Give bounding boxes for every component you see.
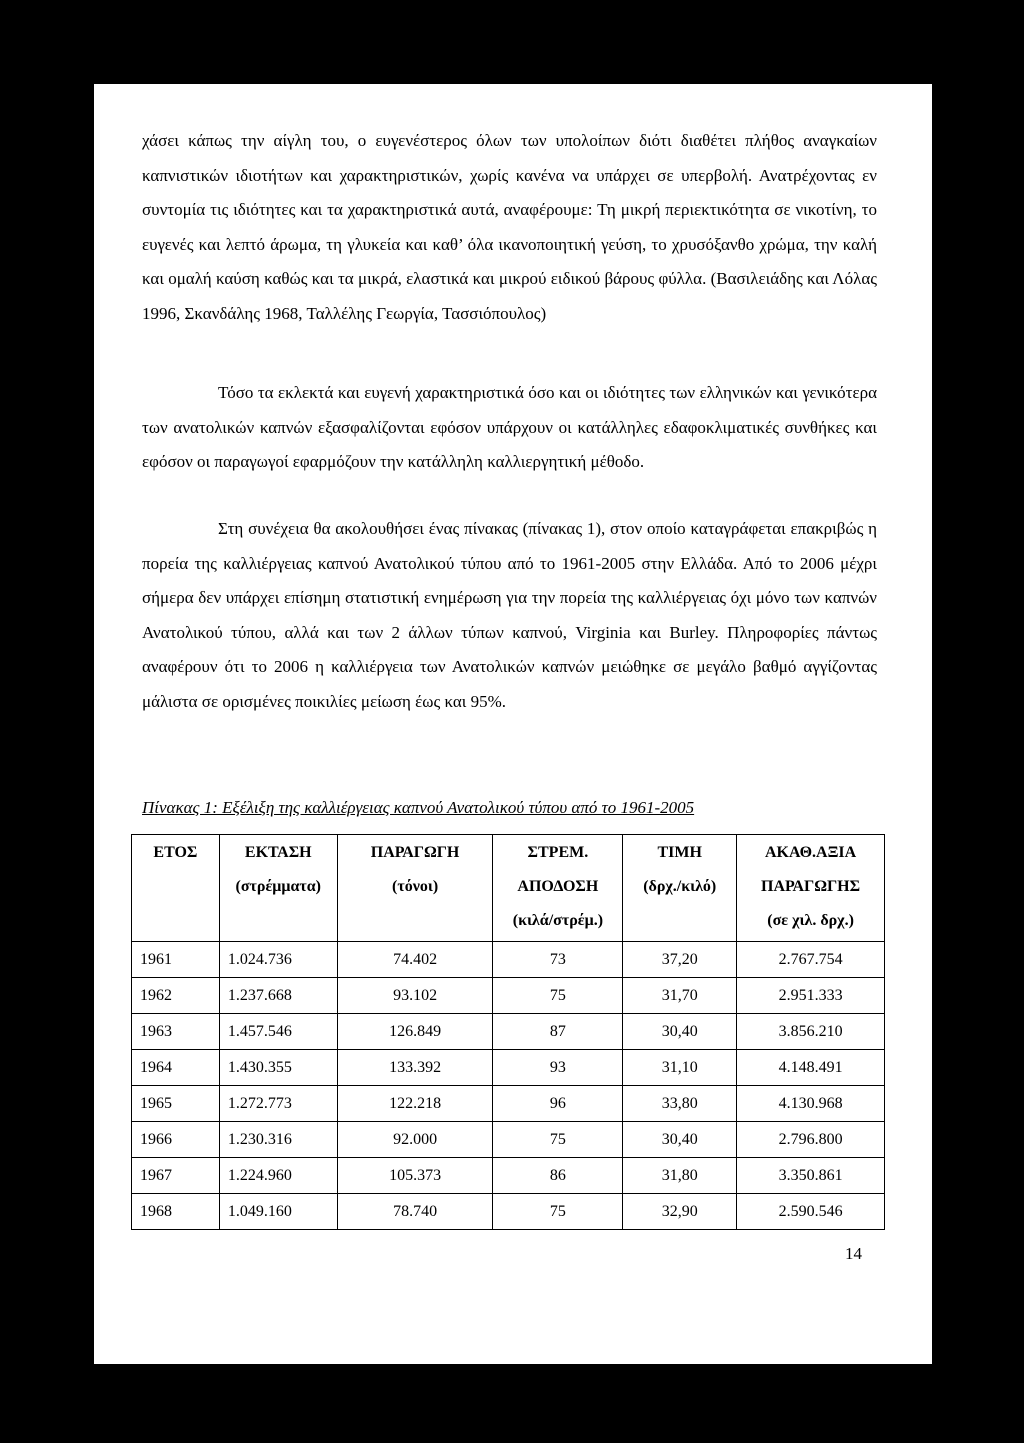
cell-area: 1.457.546 <box>219 1014 337 1050</box>
table-row <box>132 1194 885 1230</box>
table-body <box>132 942 885 1230</box>
header-production-line: (τόνοι) <box>392 878 439 895</box>
cell-yield: 75 <box>493 1194 623 1230</box>
cell-year: 1968 <box>132 1194 220 1230</box>
cell-yield: 93 <box>493 1050 623 1086</box>
table-row <box>132 1086 885 1122</box>
cell-production: 105.373 <box>337 1158 493 1194</box>
table-row <box>132 942 885 978</box>
cell-production: 122.218 <box>337 1086 493 1122</box>
cell-year: 1963 <box>132 1014 220 1050</box>
cell-gross-value: 2.767.754 <box>737 942 885 978</box>
page-number: 14 <box>845 1244 862 1263</box>
cell-production: 92.000 <box>337 1122 493 1158</box>
header-gross-value-line: ΠΑΡΑΓΩΓΗΣ <box>761 878 861 895</box>
table-caption: Πίνακας 1: Εξέλιξη της καλλιέργειας καπνού Ανατολικού τύπου από το 1961-2005 <box>142 798 695 817</box>
header-year-line: ΕΤΟΣ <box>153 844 198 861</box>
cell-production: 74.402 <box>337 942 493 978</box>
cell-production: 133.392 <box>337 1050 493 1086</box>
header-price-line: ΤΙΜΗ <box>657 844 702 861</box>
cell-year: 1965 <box>132 1086 220 1122</box>
table-header-row <box>132 835 885 942</box>
header-area-line: ΕΚΤΑΣΗ <box>244 844 312 861</box>
cell-area: 1.230.316 <box>219 1122 337 1158</box>
table-row <box>132 1014 885 1050</box>
cell-gross-value: 4.148.491 <box>737 1050 885 1086</box>
cell-area: 1.049.160 <box>219 1194 337 1230</box>
cell-area: 1.024.736 <box>219 942 337 978</box>
cell-gross-value: 3.350.861 <box>737 1158 885 1194</box>
header-yield <box>493 835 623 942</box>
header-yield-line: (κιλά/στρέμ.) <box>512 912 604 929</box>
header-year <box>132 835 220 942</box>
cell-yield: 86 <box>493 1158 623 1194</box>
cell-year: 1966 <box>132 1122 220 1158</box>
cell-yield: 96 <box>493 1086 623 1122</box>
cell-area: 1.272.773 <box>219 1086 337 1122</box>
header-production <box>337 835 493 942</box>
cell-production: 93.102 <box>337 978 493 1014</box>
table-row <box>132 1050 885 1086</box>
cell-year: 1967 <box>132 1158 220 1194</box>
table-row <box>132 1122 885 1158</box>
table-row <box>132 978 885 1014</box>
cell-yield: 75 <box>493 1122 623 1158</box>
cell-price: 30,40 <box>623 1014 737 1050</box>
cell-price: 31,70 <box>623 978 737 1014</box>
cell-price: 33,80 <box>623 1086 737 1122</box>
header-yield-line: ΣΤΡΕΜ. <box>527 844 589 861</box>
header-gross-value-line: (σε χιλ. δρχ.) <box>767 912 854 929</box>
cell-price: 31,80 <box>623 1158 737 1194</box>
cell-price: 31,10 <box>623 1050 737 1086</box>
cell-production: 78.740 <box>337 1194 493 1230</box>
header-price <box>623 835 737 942</box>
cell-area: 1.430.355 <box>219 1050 337 1086</box>
cell-year: 1961 <box>132 942 220 978</box>
cell-price: 32,90 <box>623 1194 737 1230</box>
cell-gross-value: 2.951.333 <box>737 978 885 1014</box>
cell-year: 1962 <box>132 978 220 1014</box>
header-gross-value-line: ΑΚΑΘ.ΑΞΙΑ <box>764 844 857 861</box>
cell-production: 126.849 <box>337 1014 493 1050</box>
cell-area: 1.224.960 <box>219 1158 337 1194</box>
cell-price: 30,40 <box>623 1122 737 1158</box>
document-page <box>94 84 932 1364</box>
paragraph-1: χάσει κάπως την αίγλη του, ο ευγενέστερος όλων των υπολοίπων διότι διαθέτει πλήθος αναγκαίων καπνιστικών ιδιοτήτων και χαρακτηριστικών, χωρίς κανένα να υπάρχει σε υπερβολή. Ανατρέχοντας εν συντομία τις ιδιότητες και τα χαρακτηριστικά αυτά, αναφέρουμε: Τη μικρή περιεκτικότητα σε νικοτίνη, το ευγενές και λεπτό άρωμα, τη γλυκεία και καθ’ όλα ικανοποιητική γεύση, το χρυσόξανθο χρώμα, την καλή και ομαλή καύση καθώς και τα μικρά, ελαστικά και μικρού ειδικού βάρους φύλλα. (Βασιλειάδης και Λόλας 1996, Σκανδάλης 1968, Ταλλέλης Γεωργία, Τασσιόπουλος) <box>142 131 877 323</box>
header-yield-line: ΑΠΟΔΟΣΗ <box>517 878 599 895</box>
cell-gross-value: 3.856.210 <box>737 1014 885 1050</box>
paragraph-3: Στη συνέχεια θα ακολουθήσει ένας πίνακας (πίνακας 1), στον οποίο καταγράφεται επακριβώς η πορεία της καλλιέργειας καπνού Ανατολικού τύπου από το 1961-2005 στην Ελλάδα. Από το 2006 μέχρι σήμερα δεν υπάρχει επίσημη στατιστική ενημέρωση για την πορεία της καλλιέργειας όχι μόνο των καπνών Ανατολικού τύπου, αλλά και των 2 άλλων τύπων καπνού, Virginia και Burley. Πληροφορίες πάντως αναφέρουν ότι το 2006 η καλλιέργεια των Ανατολικών καπνών μειώθηκε σε μεγάλο βαθμό αγγίζοντας μάλιστα σε ορισμένες ποικιλίες μείωση έως και 95%. <box>142 519 877 711</box>
header-gross-value <box>737 835 885 942</box>
cultivation-table <box>131 834 885 1230</box>
cell-yield: 73 <box>493 942 623 978</box>
table-row <box>132 1158 885 1194</box>
cell-price: 37,20 <box>623 942 737 978</box>
header-price-line: (δρχ./κιλό) <box>643 878 717 895</box>
cell-yield: 75 <box>493 978 623 1014</box>
header-production-line: ΠΑΡΑΓΩΓΗ <box>370 844 460 861</box>
header-area-line: (στρέμματα) <box>235 878 322 895</box>
cell-year: 1964 <box>132 1050 220 1086</box>
cell-gross-value: 2.590.546 <box>737 1194 885 1230</box>
paragraph-2: Τόσο τα εκλεκτά και ευγενή χαρακτηριστικά όσο και οι ιδιότητες των ελληνικών και γενικότερα των ανατολικών καπνών εξασφαλίζονται εφόσον υπάρχουν οι κατάλληλες εδαφοκλιματικές συνθήκες και εφόσον οι παραγωγοί εφαρμόζουν την κατάλληλη καλλιεργητική μέθοδο. <box>142 383 877 471</box>
cell-yield: 87 <box>493 1014 623 1050</box>
cell-gross-value: 4.130.968 <box>737 1086 885 1122</box>
header-area <box>219 835 337 942</box>
cell-gross-value: 2.796.800 <box>737 1122 885 1158</box>
cell-area: 1.237.668 <box>219 978 337 1014</box>
